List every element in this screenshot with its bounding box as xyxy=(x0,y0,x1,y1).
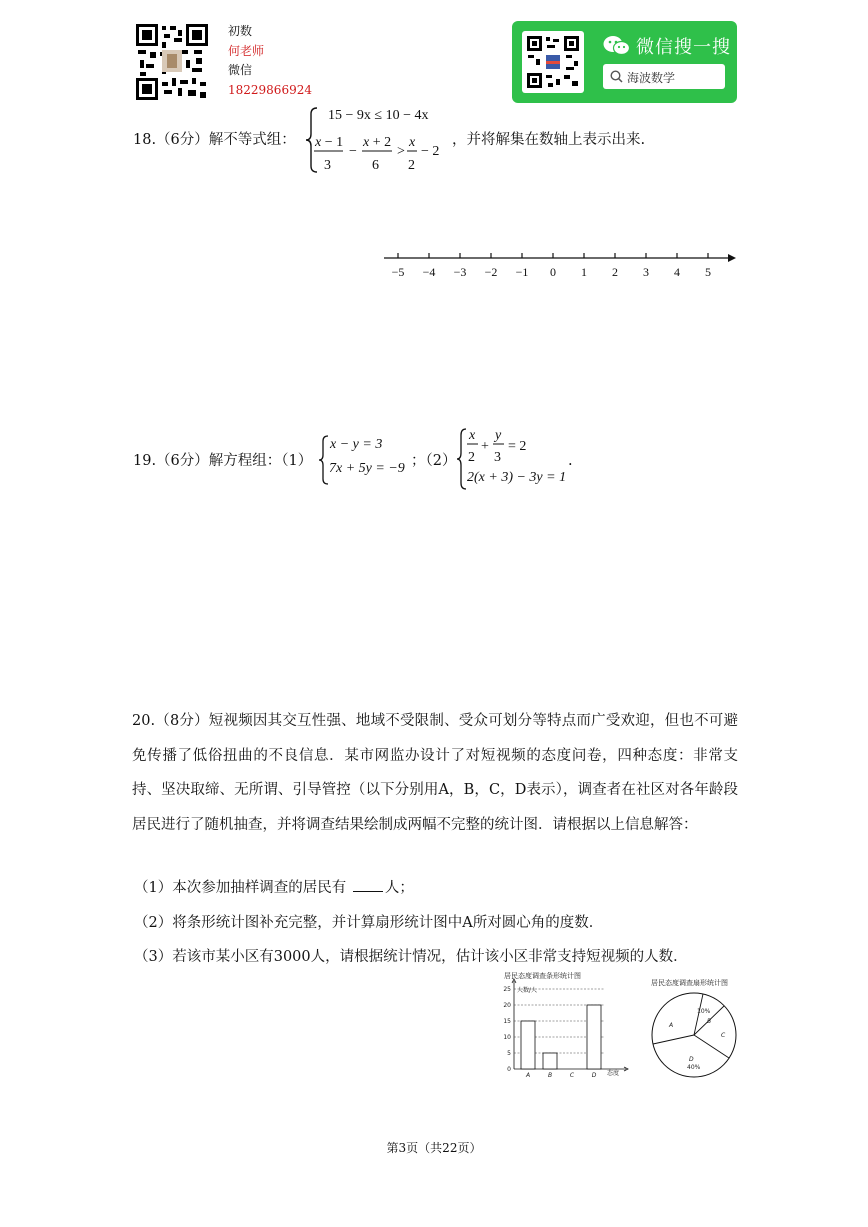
pie-label-b: B xyxy=(707,1018,712,1025)
q19-label: 19.（6分）解方程组：（1） xyxy=(133,453,313,469)
q19-sys2-eq1 xyxy=(466,426,536,466)
wechat-search-title: 微信搜一搜 xyxy=(636,37,731,58)
number-line-tick-label: −4 xyxy=(422,265,436,279)
number-line-tick-label: −5 xyxy=(391,265,405,279)
svg-text:+: + xyxy=(481,439,489,454)
q19-sys1-eq1: x − y = 3 xyxy=(330,437,383,452)
svg-text:−: − xyxy=(349,144,357,159)
number-line-arrow-icon xyxy=(728,254,736,262)
wechat-search-text: 海波数学 xyxy=(627,71,676,85)
number-line-tick-label: 1 xyxy=(581,265,587,279)
svg-text:− 2: − 2 xyxy=(421,144,440,159)
q20-sub1-unit: 人； xyxy=(384,880,414,896)
svg-text:>: > xyxy=(397,144,405,159)
pie-label-a: A xyxy=(669,1022,674,1029)
q19-sys1-eq2: 7x + 5y = −9 xyxy=(329,461,405,476)
svg-text:2: 2 xyxy=(468,450,475,465)
bar-ytick-label: 0 xyxy=(507,1066,511,1073)
number-line-tick-label: 3 xyxy=(643,265,649,279)
pie-label-d: D xyxy=(689,1056,694,1063)
qr-code-left xyxy=(136,24,208,100)
q19-sys2-eq2: 2(x + 3) − 3y = 1 xyxy=(467,470,567,485)
svg-text:x: x xyxy=(469,428,476,443)
svg-text:x: x xyxy=(409,135,416,150)
svg-text:3: 3 xyxy=(324,158,331,173)
q19-end: . xyxy=(568,453,573,469)
svg-text:= 2: = 2 xyxy=(508,439,527,454)
q20-sub1 xyxy=(134,876,414,897)
bar-ytick-label: 25 xyxy=(503,986,511,993)
bar-xtick-label: A xyxy=(525,1072,531,1079)
teacher-name: 何老师 xyxy=(228,43,265,58)
bar-xtick-label: D xyxy=(591,1072,597,1079)
bar-ytick-label: 20 xyxy=(503,1002,511,1009)
q18-tail: ，并将解集在数轴上表示出来. xyxy=(452,132,646,148)
svg-text:6: 6 xyxy=(372,158,379,173)
pie-chart xyxy=(645,973,745,1083)
q20-sub1-blank xyxy=(353,891,383,892)
number-line-tick-label: −3 xyxy=(453,265,467,279)
qr-code-right xyxy=(522,31,584,93)
pie-annotation-d: 40% xyxy=(687,1064,701,1071)
bar-chart xyxy=(494,967,634,1079)
bar-A xyxy=(521,1021,535,1069)
svg-text:2: 2 xyxy=(408,158,415,173)
bar-chart-ylabel: 人数/人 xyxy=(517,987,538,994)
q18-ineq-1: 15 − 9x ≤ 10 − 4x xyxy=(328,108,429,123)
bar-ytick-label: 10 xyxy=(503,1034,511,1041)
number-line xyxy=(380,248,740,282)
svg-text:x + 2: x + 2 xyxy=(363,135,392,150)
q19-brace-1 xyxy=(317,434,331,486)
bar-B xyxy=(543,1053,557,1069)
svg-text:3: 3 xyxy=(494,450,501,465)
search-icon xyxy=(610,70,623,83)
q20-sub1-text: （1）本次参加抽样调查的居民有 xyxy=(134,880,347,896)
teacher-phone: 18229866924 xyxy=(228,82,312,97)
bar-D xyxy=(587,1005,601,1069)
wechat-logo-icon xyxy=(603,35,631,61)
number-line-tick-label: 2 xyxy=(612,265,618,279)
pie-slice-edge xyxy=(653,1035,694,1044)
pie-annotation-b: 10% xyxy=(697,1008,711,1015)
number-line-tick-label: −1 xyxy=(515,265,529,279)
q20-body: 20.（8分）短视频因其交互性强、地域不受限制、受众可划分等特点而广受欢迎，但也不可避免传播了低俗扭曲的不良信息．某市网监办设计了对短视频的态度问卷，四种态度：非常支持、坚决取缔、无所谓、引导管控（以下分别用A，B，C，D表示），调查者在社区对各年龄段居民进行了随机抽查，并将调查结果绘制成两幅不完整的统计图．请根据以上信息解答： xyxy=(132,713,738,833)
wechat-search-box[interactable] xyxy=(603,64,725,89)
pie-label-c: C xyxy=(721,1032,726,1039)
svg-text:y: y xyxy=(495,428,502,443)
bar-chart-xlabel: 态度 xyxy=(607,1070,620,1077)
q18-label: 18.（6分）解不等式组： xyxy=(133,132,296,148)
pie-chart-title: 居民态度调查扇形统计图 xyxy=(651,979,728,987)
number-line-tick-label: −2 xyxy=(484,265,498,279)
bar-xtick-label: C xyxy=(569,1072,575,1079)
teacher-line-1: 初数 xyxy=(228,24,253,38)
wechat-search-banner xyxy=(512,21,737,103)
svg-text:x − 1: x − 1 xyxy=(315,135,344,150)
number-line-tick-label: 4 xyxy=(674,265,680,279)
q20-sub3: （3）若该市某小区有3000人，请根据统计情况，估计该小区非常支持短视频的人数． xyxy=(134,949,688,965)
page-footer: 第3页（共22页） xyxy=(386,1141,482,1155)
q20-sub2: （2）将条形统计图补充完整，并计算扇形统计图中A所对圆心角的度数． xyxy=(134,915,604,931)
teacher-contact xyxy=(228,22,312,100)
bar-ytick-label: 15 xyxy=(503,1018,511,1025)
number-line-tick-label: 5 xyxy=(705,265,711,279)
q19-sep: ；（2） xyxy=(411,453,457,469)
teacher-line-3: 微信 xyxy=(228,63,253,77)
bar-chart-title: 居民态度调查条形统计图 xyxy=(504,972,581,980)
bar-xtick-label: B xyxy=(547,1072,553,1079)
q18-ineq-2 xyxy=(313,131,448,175)
bar-ytick-label: 5 xyxy=(507,1050,511,1057)
number-line-tick-label: 0 xyxy=(550,265,556,279)
